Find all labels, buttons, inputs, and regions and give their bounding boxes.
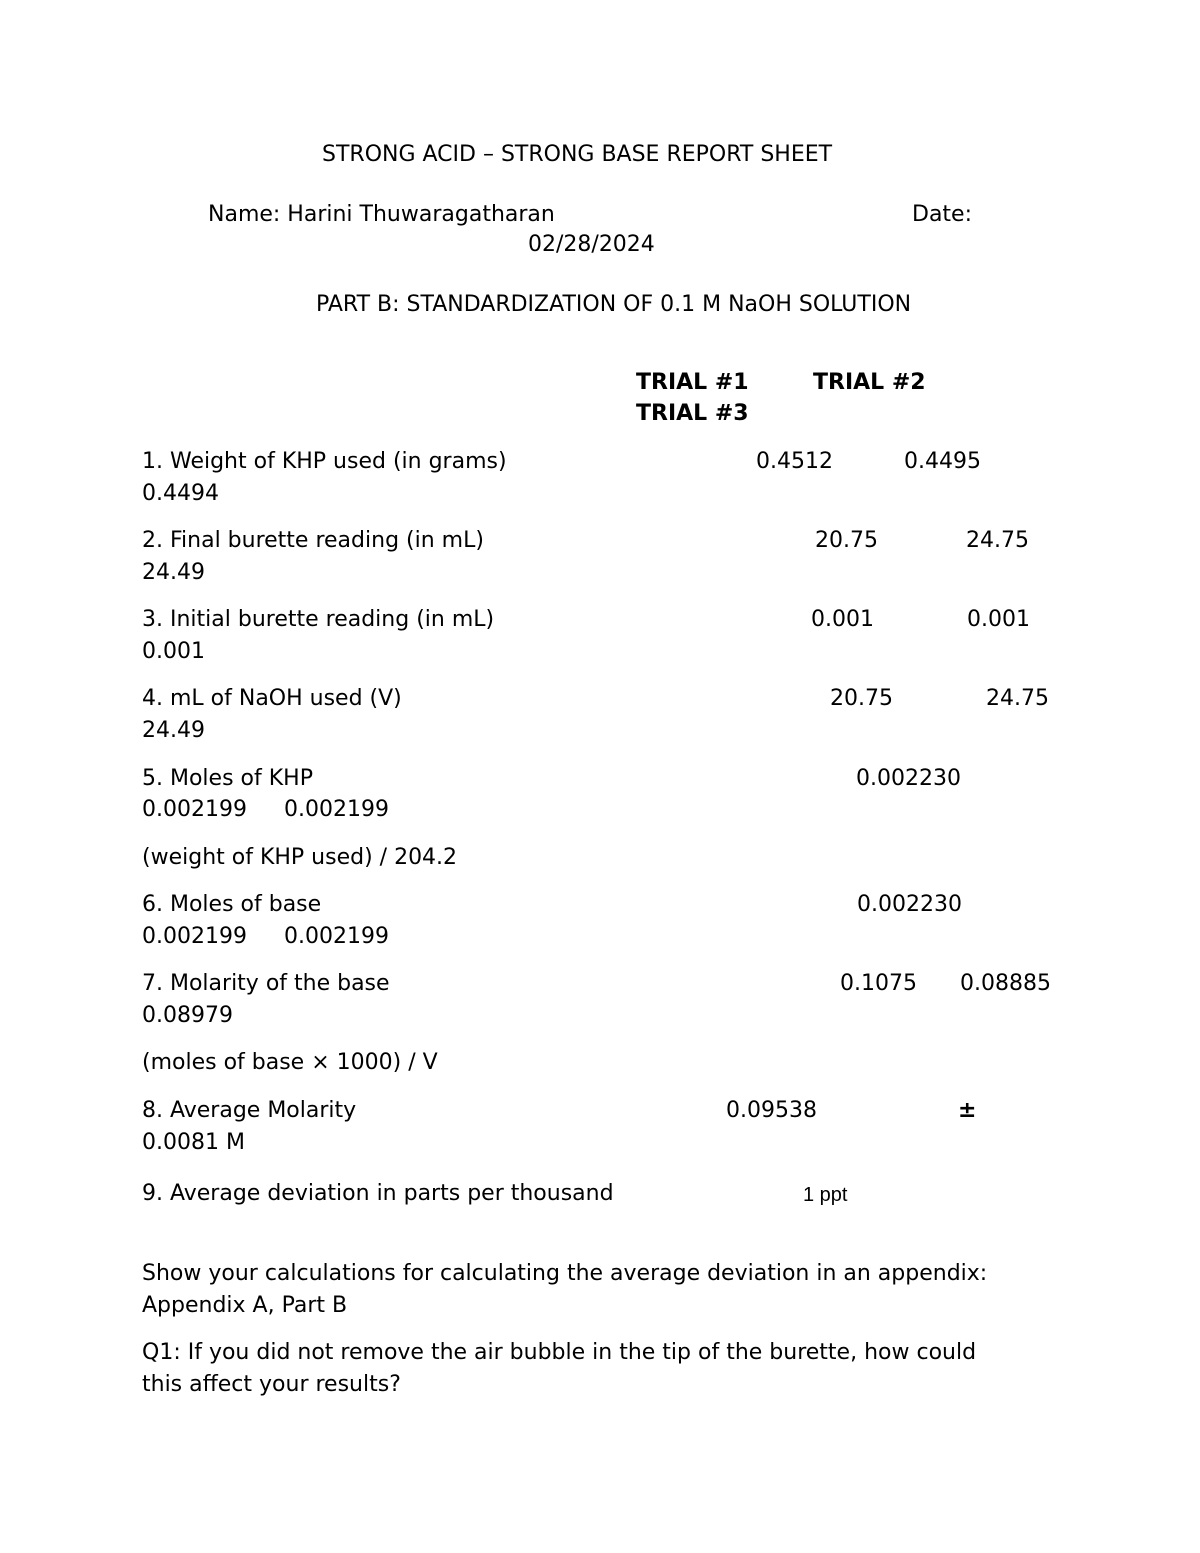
- column-header-trial-1: TRIAL #1: [636, 370, 749, 395]
- cell-moles-khp-trial-1: 0.002230: [856, 766, 961, 791]
- question-1-line-1: Q1: If you did not remove the air bubble in the tip of the burette, how could: [142, 1340, 977, 1365]
- cell-khp-weight-trial-2: 0.4495: [904, 449, 981, 474]
- row-label-molarity-base: 7. Molarity of the base: [142, 971, 390, 996]
- cell-final-burette-trial-3: 24.49: [142, 560, 205, 585]
- row-label-moles-khp: 5. Moles of KHP: [142, 766, 313, 791]
- cell-final-burette-trial-2: 24.75: [966, 528, 1029, 553]
- date-label: Date:: [912, 202, 972, 227]
- molarity-formula-note: (moles of base × 1000) / V: [142, 1050, 438, 1075]
- row-label-moles-base: 6. Moles of base: [142, 892, 322, 917]
- cell-molarity-base-trial-1: 0.1075: [840, 971, 917, 996]
- cell-initial-burette-trial-3: 0.001: [142, 639, 205, 664]
- cell-average-molarity-uncertainty: 0.0081 M: [142, 1130, 245, 1155]
- row-label-average-molarity: 8. Average Molarity: [142, 1098, 357, 1123]
- cell-average-molarity: 0.09538: [726, 1098, 817, 1123]
- report-title: STRONG ACID – STRONG BASE REPORT SHEET: [322, 142, 833, 167]
- row-label-naoh-used: 4. mL of NaOH used (V): [142, 686, 402, 711]
- cell-moles-khp-trial-3: 0.002199: [284, 797, 389, 822]
- row-label-initial-burette: 3. Initial burette reading (in mL): [142, 607, 495, 632]
- cell-moles-base-trial-2: 0.002199: [142, 924, 247, 949]
- cell-khp-weight-trial-1: 0.4512: [756, 449, 833, 474]
- appendix-reference: Appendix A, Part B: [142, 1293, 348, 1318]
- cell-naoh-used-trial-3: 24.49: [142, 718, 205, 743]
- cell-moles-base-trial-3: 0.002199: [284, 924, 389, 949]
- cell-average-deviation: 1 ppt: [803, 1184, 848, 1206]
- appendix-instruction: Show your calculations for calculating the average deviation in an appendix:: [142, 1261, 988, 1286]
- cell-naoh-used-trial-1: 20.75: [830, 686, 893, 711]
- column-header-trial-2: TRIAL #2: [813, 370, 926, 395]
- student-name: Name: Harini Thuwaragatharan: [208, 202, 555, 227]
- row-label-average-deviation: 9. Average deviation in parts per thousand: [142, 1181, 614, 1206]
- cell-moles-base-trial-1: 0.002230: [857, 892, 962, 917]
- plus-minus-symbol: ±: [958, 1098, 977, 1123]
- column-header-trial-3: TRIAL #3: [636, 401, 749, 426]
- section-title: PART B: STANDARDIZATION OF 0.1 M NaOH SOLUTION: [316, 292, 912, 317]
- cell-molarity-base-trial-2: 0.08885: [960, 971, 1051, 996]
- row-label-final-burette: 2. Final burette reading (in mL): [142, 528, 484, 553]
- row-label-khp-weight: 1. Weight of KHP used (in grams): [142, 449, 507, 474]
- cell-moles-khp-trial-2: 0.002199: [142, 797, 247, 822]
- cell-molarity-base-trial-3: 0.08979: [142, 1003, 233, 1028]
- cell-final-burette-trial-1: 20.75: [815, 528, 878, 553]
- date-value: 02/28/2024: [528, 232, 655, 257]
- cell-khp-weight-trial-3: 0.4494: [142, 481, 219, 506]
- cell-initial-burette-trial-2: 0.001: [967, 607, 1030, 632]
- moles-khp-formula-note: (weight of KHP used) / 204.2: [142, 845, 458, 870]
- question-1-line-2: this affect your results?: [142, 1372, 401, 1397]
- cell-initial-burette-trial-1: 0.001: [811, 607, 874, 632]
- cell-naoh-used-trial-2: 24.75: [986, 686, 1049, 711]
